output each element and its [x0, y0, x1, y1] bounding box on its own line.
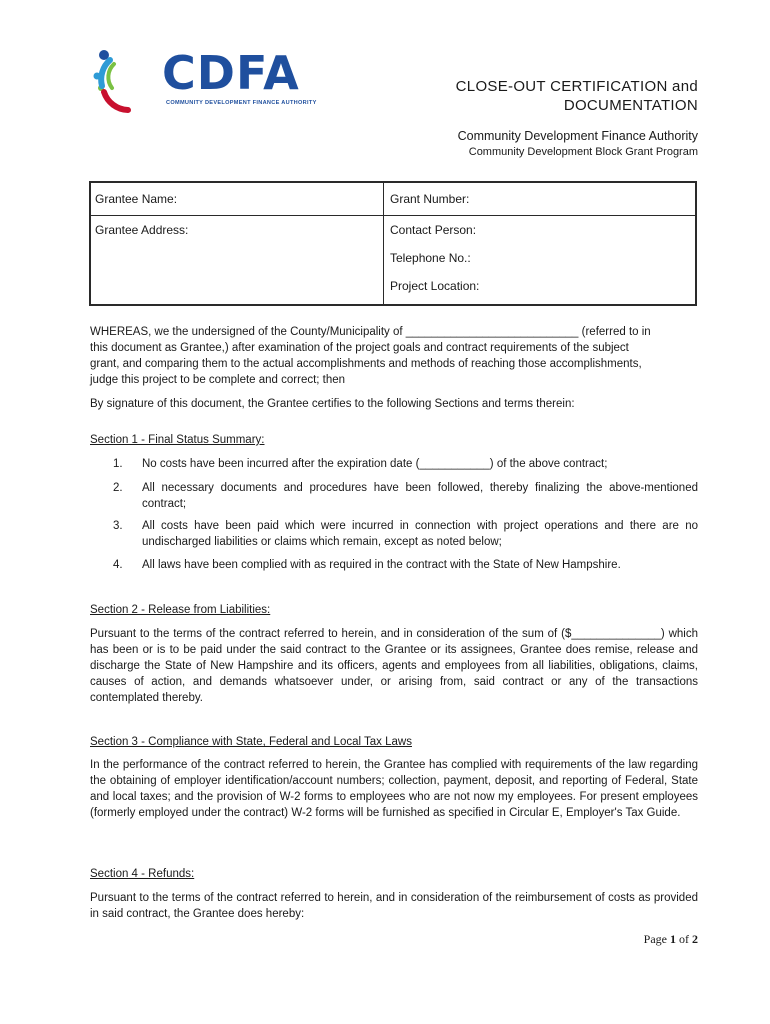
- table-divider: [383, 183, 384, 304]
- whereas-line-2: this document as Grantee,) after examination of the project goals and contract requirements of the subject: [90, 342, 629, 354]
- item-number: 1.: [113, 458, 123, 470]
- title-line-1: CLOSE-OUT CERTIFICATION and: [455, 78, 698, 95]
- section-2-text: Pursuant to the terms of the contract referred to herein, and in consideration of the sum of ($______________) which has been or is to be paid under the said contract to the Grantee or its assignees, Grantee does remise, release and discharge the State of New Hampshire and its officers, agents and employees from all liabilities, obligations, claims, causes of action, and demands whatsoever under, or arising from, said contract or any of the transactions contemplated thereby.: [90, 628, 698, 704]
- section-1-item: [90, 518, 698, 550]
- table-row-divider: [91, 215, 695, 216]
- page-prefix: Page: [643, 932, 670, 946]
- document-title: [456, 77, 698, 115]
- contact-person-field[interactable]: Contact Person:: [390, 223, 477, 237]
- logo-name: CDFA: [162, 46, 300, 100]
- cdfa-logo: [88, 46, 318, 118]
- section-4-heading: Section 4 - Refunds:: [90, 868, 195, 880]
- section-3-text: In the performance of the contract referred to herein, the Grantee has complied with requirements of the law regarding the obtaining of employer identification/account numbers; collection, payment, deposit, and reporting of Federal, State and local taxes; and the provision of W-2 forms to employees who are not now my employees. For present employees (formerly employed under the contract) W-2 forms will be furnished as specified in Circular E, Employer's Tax Guide.: [90, 759, 698, 819]
- grantee-info-table: [89, 181, 697, 306]
- section-3-heading: Section 3 - Compliance with State, Federal and Local Tax Laws: [90, 736, 412, 748]
- item-text: All laws have been complied with as required in the contract with the State of New Hampshire.: [142, 559, 621, 571]
- page-total: 2: [692, 932, 698, 946]
- grant-number-field[interactable]: Grant Number:: [390, 192, 470, 206]
- item-text: No costs have been incurred after the expiration date (___________) of the above contract;: [142, 458, 608, 470]
- section-1-heading: Section 1 - Final Status Summary:: [90, 434, 265, 446]
- item-number: 4.: [113, 559, 123, 571]
- section-2-heading: Section 2 - Release from Liabilities:: [90, 604, 271, 616]
- grantee-address-field[interactable]: Grantee Address:: [95, 223, 189, 237]
- telephone-field[interactable]: Telephone No.:: [390, 251, 471, 265]
- section-1-item: [90, 456, 698, 472]
- whereas-line-4: judge this project to be complete and correct; then: [90, 374, 346, 386]
- logo-subtitle: COMMUNITY DEVELOPMENT FINANCE AUTHORITY: [166, 100, 317, 106]
- whereas-line-1: WHEREAS, we the undersigned of the County/Municipality of ___________________________ (referred to in: [90, 326, 651, 338]
- grantee-name-field[interactable]: Grantee Name:: [95, 192, 178, 206]
- item-text: All costs have been paid which were incurred in connection with project operations and there are no undischarged liabilities or claims which remain, except as noted below;: [142, 520, 698, 548]
- organization-name: Community Development Finance Authority: [457, 129, 698, 143]
- signature-statement: By signature of this document, the Grantee certifies to the following Sections and terms therein:: [90, 398, 575, 410]
- page-of: of: [676, 932, 692, 946]
- item-number: 3.: [113, 520, 123, 532]
- item-text: All necessary documents and procedures have been followed, thereby finalizing the above-mentioned contract;: [142, 482, 698, 510]
- project-location-field[interactable]: Project Location:: [390, 279, 480, 293]
- section-1-item: [90, 557, 698, 573]
- item-number: 2.: [113, 482, 123, 494]
- section-1-item: [90, 480, 698, 512]
- section-4-text: Pursuant to the terms of the contract referred to herein, and in consideration of the reimbursement of costs as provided in said contract, the Grantee does hereby:: [90, 892, 698, 920]
- page-current: 1: [670, 932, 676, 946]
- whereas-paragraph: [90, 324, 698, 388]
- cdfa-logo-mark: [88, 46, 160, 118]
- program-name: Community Development Block Grant Program: [468, 146, 698, 158]
- whereas-line-3: grant, and comparing them to the actual accomplishments and methods of reaching those accomplishments,: [90, 358, 642, 370]
- title-line-2: DOCUMENTATION: [563, 97, 698, 114]
- page-number: [644, 932, 698, 947]
